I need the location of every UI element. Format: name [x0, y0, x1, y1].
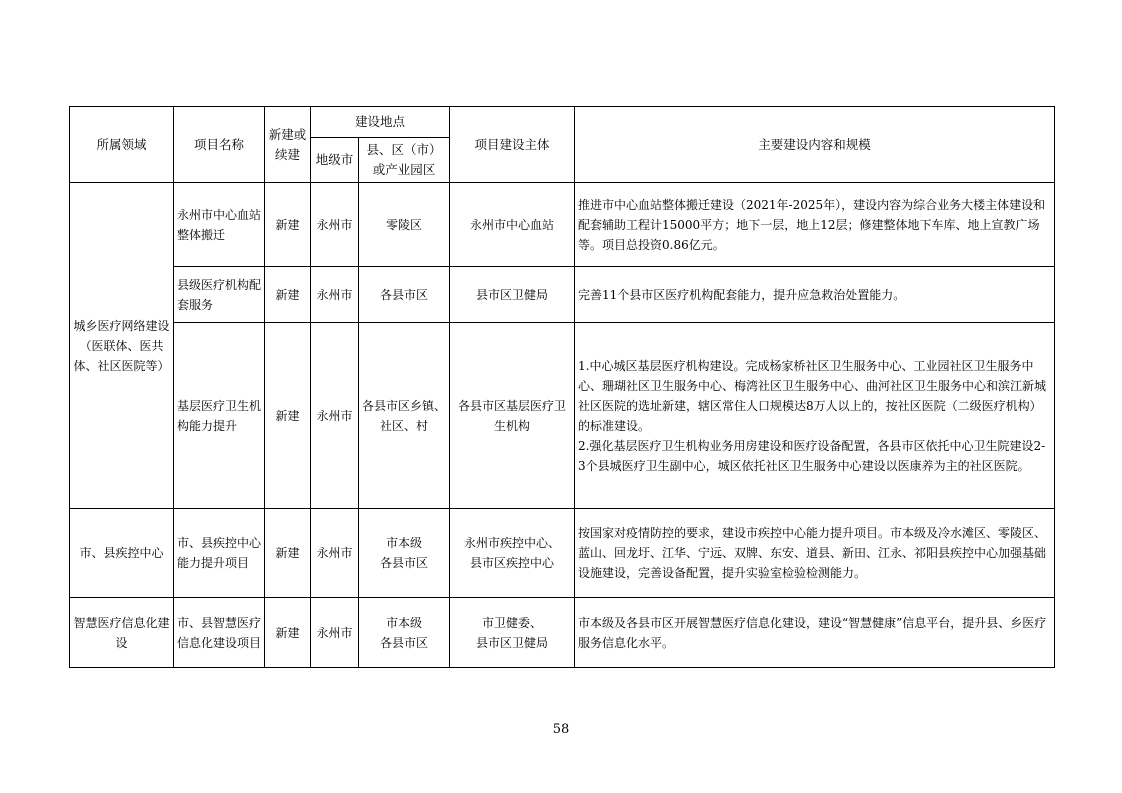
county-line-2: 各县市区	[380, 556, 429, 570]
header-field: 所属领域	[70, 107, 174, 183]
build-type-cell: 新建	[265, 323, 311, 509]
header-location: 建设地点	[311, 107, 450, 138]
header-row-1	[70, 107, 1055, 138]
build-type-cell: 新建	[265, 183, 311, 267]
entity-line-2: 县市区疾控中心	[470, 556, 555, 570]
entity-line-1: 市卫健委、	[482, 615, 543, 630]
city-cell: 永州市	[311, 323, 359, 509]
content-cell	[575, 598, 1055, 668]
entity-cell: 县市区卫健局	[450, 267, 575, 323]
header-city: 地级市	[311, 138, 359, 183]
field-cell: 市、县疾控中心	[70, 509, 174, 598]
entity-cell: 永州市中心血站	[450, 183, 575, 267]
build-type-cell: 新建	[265, 598, 311, 668]
content-cell	[575, 509, 1055, 598]
table-row	[70, 323, 1055, 509]
content-item-2: 2.强化基层医疗卫生机构业务用房建设和医疗设备配置，各县市区依托中心卫生院建设2-3个县城医疗卫生副中心，城区依托社区卫生服务中心建设以医康养为主的社区医院。	[578, 438, 1046, 473]
build-type-cell: 新建	[265, 509, 311, 598]
county-cell	[359, 509, 450, 598]
field-cell: 智慧医疗信息化建设	[70, 598, 174, 668]
county-cell	[359, 598, 450, 668]
county-line-2: 各县市区	[380, 635, 429, 650]
header-entity: 项目建设主体	[450, 107, 575, 183]
header-build-type: 新建或续建	[265, 107, 311, 183]
content-text: 完善11个县市区医疗机构配套能力，提升应急救治处置能力。	[578, 287, 906, 302]
project-cell: 市、县智慧医疗信息化建设项目	[174, 598, 265, 668]
project-cell: 永州市中心血站整体搬迁	[174, 183, 265, 267]
content-text: 按国家对疫情防控的要求，建设市疾控中心能力提升项目。市本级及冷水滩区、零陵区、蓝山、回龙圩、江华、宁远、双牌、东安、道县、新田、江永、祁阳县疾控中心加强基础设施建设，完善设备配置，提升实验室检验检测能力。	[578, 526, 1047, 580]
project-cell: 基层医疗卫生机构能力提升	[174, 323, 265, 509]
county-cell: 零陵区	[359, 183, 450, 267]
field-cell: 城乡医疗网络建设（医联体、医共体、社区医院等）	[70, 183, 174, 509]
project-cell: 市、县疾控中心能力提升项目	[174, 509, 265, 598]
entity-cell	[450, 509, 575, 598]
header-county: 县、区（市）或产业园区	[359, 138, 450, 183]
county-cell: 各县市区	[359, 267, 450, 323]
city-cell: 永州市	[311, 183, 359, 267]
header-content: 主要建设内容和规模	[575, 107, 1055, 183]
content-cell	[575, 323, 1055, 509]
content-text: 推进市中心血站整体搬迁建设（2021年-2025年），建设内容为综合业务大楼主体建设和配套辅助工程计15000平方；地下一层，地上12层；修建整体地下车库、地上宣教广场等。项目总投资0.86亿元。	[578, 197, 1046, 252]
project-table	[69, 106, 1055, 668]
content-cell	[575, 267, 1055, 323]
content-text: 市本级及各县市区开展智慧医疗信息化建设，建设“智慧健康”信息平台，提升县、乡医疗服务信息化水平。	[578, 615, 1047, 650]
entity-cell	[450, 598, 575, 668]
project-cell: 县级医疗机构配套服务	[174, 267, 265, 323]
content-cell	[575, 183, 1055, 267]
entity-line-1: 永州市疾控中心、	[464, 536, 561, 550]
city-cell: 永州市	[311, 509, 359, 598]
table-row	[70, 267, 1055, 323]
entity-line-2: 县市区卫健局	[476, 635, 549, 650]
build-type-cell: 新建	[265, 267, 311, 323]
header-project: 项目名称	[174, 107, 265, 183]
county-line-1: 市本级	[386, 536, 423, 550]
table-row	[70, 598, 1055, 668]
content-item-1: 1.中心城区基层医疗机构建设。完成杨家桥社区卫生服务中心、工业园社区卫生服务中心、珊瑚社区卫生服务中心、梅湾社区卫生服务中心、曲河社区卫生服务中心和滨江新城社区医院的选址新建，辖区常住人口规模达8万人以上的，按社区医院（二级医疗机构）的标准建设。	[578, 358, 1047, 433]
city-cell: 永州市	[311, 598, 359, 668]
table-row	[70, 183, 1055, 267]
table-row	[70, 509, 1055, 598]
page-number: 58	[552, 722, 570, 737]
county-line-1: 市本级	[386, 615, 423, 630]
city-cell: 永州市	[311, 267, 359, 323]
county-cell: 各县市区乡镇、社区、村	[359, 323, 450, 509]
entity-cell: 各县市区基层医疗卫生机构	[450, 323, 575, 509]
